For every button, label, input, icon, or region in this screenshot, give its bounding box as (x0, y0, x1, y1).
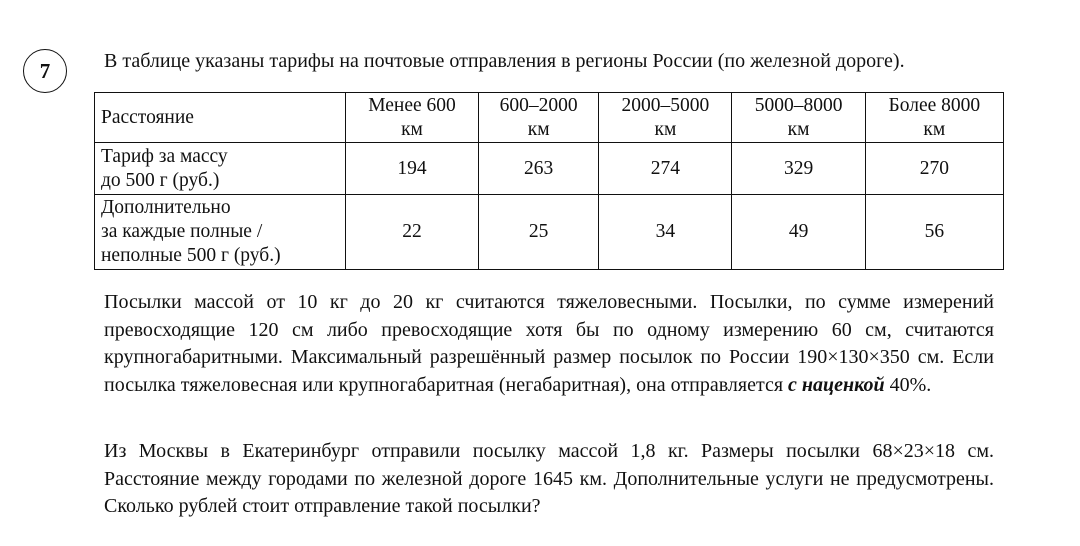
table-cell: 34 (599, 195, 732, 270)
table-cell: 274 (599, 143, 732, 195)
paragraph-question: Из Москвы в Екатеринбург отправили посылку массой 1,8 кг. Размеры посылки 68×23×18 см. Расстояние между городами по железной дороге 1645 км. Дополнительные услуги не предусмотрены. Сколько рублей стоит отправление такой посылки? (104, 440, 994, 517)
tariff-table (94, 92, 1004, 270)
header-distance-label: Расстояние (95, 93, 346, 143)
task-intro: В таблице указаны тарифы на почтовые отправления в регионы России (по железной дороге). (104, 50, 905, 72)
paragraph-heavy-parcels: Посылки массой от 10 кг до 20 кг считаются тяжеловесными. Посылки, по сумме измерений превосходящие 120 см либо превосходящие хотя бы по одному измерению 60 см, считаются крупногабаритными. Максимальный разрешённый размер посылок по России 190×130×350 см. Если посылка тяжеловесная или крупногабаритная (негабаритная), она отправляется с наценкой 40%. (104, 291, 994, 396)
table-cell: 329 (732, 143, 865, 195)
table-row-base-tariff (95, 143, 1004, 195)
table-cell: 49 (732, 195, 865, 270)
table-cell: 270 (865, 143, 1003, 195)
table-header-row (95, 93, 1004, 143)
table-cell: 263 (479, 143, 599, 195)
table-cell: 194 (346, 143, 479, 195)
row-label-extra-tariff: Дополнительно за каждые полные / неполные 500 г (руб.) (95, 195, 346, 270)
surcharge-emphasis: с наценкой (788, 373, 885, 396)
header-col-2: 600–2000 км (479, 93, 599, 143)
row-label-base-tariff: Тариф за массу до 500 г (руб.) (95, 143, 346, 195)
table-cell: 25 (479, 195, 599, 270)
task-number-badge: 7 (23, 49, 67, 93)
table-row-extra-tariff (95, 195, 1004, 270)
header-col-3: 2000–5000 км (599, 93, 732, 143)
header-col-4: 5000–8000 км (732, 93, 865, 143)
header-col-1: Менее 600 км (346, 93, 479, 143)
table-cell: 22 (346, 195, 479, 270)
table-cell: 56 (865, 195, 1003, 270)
header-col-5: Более 8000 км (865, 93, 1003, 143)
